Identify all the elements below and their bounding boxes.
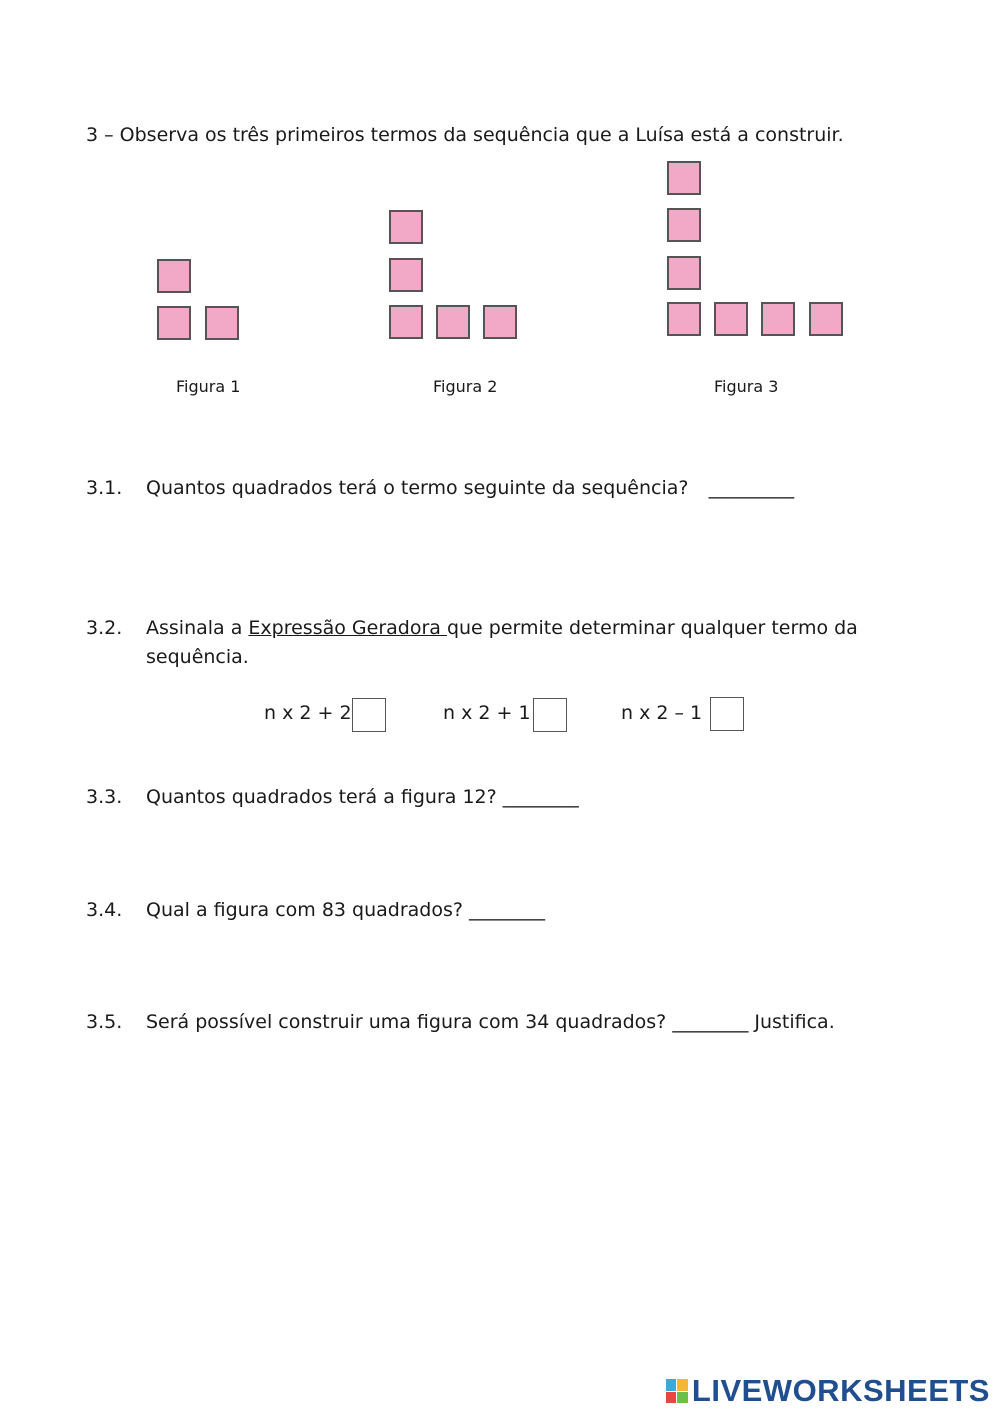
answer-blank[interactable]: ________	[672, 1011, 749, 1033]
question-text: Quantos quadrados terá a figura 12?	[146, 786, 497, 808]
question-3-2-line1	[146, 617, 858, 639]
question-3-2-line2: sequência.	[146, 646, 249, 668]
question-number: 3.1.	[86, 477, 123, 499]
intro-text: 3 – Observa os três primeiros termos da sequência que a Luísa está a construir.	[86, 124, 844, 146]
option-label: n x 2 + 2	[264, 702, 352, 724]
question-3-1	[146, 477, 794, 499]
answer-blank[interactable]: _________	[708, 477, 795, 499]
pink-square	[667, 256, 701, 290]
question-text: Qual a figura com 83 quadrados?	[146, 899, 463, 921]
figure-1-label: Figura 1	[176, 377, 241, 396]
pink-square	[436, 305, 470, 339]
pink-square	[389, 258, 423, 292]
question-number: 3.5.	[86, 1011, 123, 1033]
option-label: n x 2 – 1	[621, 702, 703, 724]
question-text: Será possível construir uma figura com 34 quadrados?	[146, 1011, 667, 1033]
pink-square	[667, 208, 701, 242]
pink-square	[667, 302, 701, 336]
question-number: 3.2.	[86, 617, 123, 639]
pink-square	[389, 210, 423, 244]
underlined-term: Expressão Geradora	[248, 617, 447, 639]
figure-3-label: Figura 3	[714, 377, 779, 396]
question-number: 3.4.	[86, 899, 123, 921]
answer-blank[interactable]: ________	[469, 899, 546, 921]
question-text: Assinala a	[146, 617, 249, 639]
option-checkbox[interactable]	[533, 698, 567, 732]
question-3-5	[146, 1011, 835, 1033]
pink-square	[157, 306, 191, 340]
liveworksheets-logo-icon	[666, 1379, 688, 1403]
answer-blank[interactable]: ________	[502, 786, 579, 808]
option-checkbox[interactable]	[710, 697, 744, 731]
question-text: que permite determinar qualquer termo da	[446, 617, 858, 639]
question-3-4	[146, 899, 545, 921]
question-text: Quantos quadrados terá o termo seguinte da sequência?	[146, 477, 689, 499]
question-text-after: Justifica.	[754, 1011, 835, 1033]
pink-square	[809, 302, 843, 336]
figure-2-label: Figura 2	[433, 377, 498, 396]
logo-text: LIVEWORKSHEETS	[691, 1373, 990, 1408]
option-label: n x 2 + 1	[443, 702, 531, 724]
liveworksheets-logo[interactable]	[666, 1374, 990, 1408]
question-number: 3.3.	[86, 786, 123, 808]
pink-square	[761, 302, 795, 336]
pink-square	[205, 306, 239, 340]
option-checkbox[interactable]	[352, 698, 386, 732]
pink-square	[389, 305, 423, 339]
pink-square	[483, 305, 517, 339]
pink-square	[157, 259, 191, 293]
pink-square	[714, 302, 748, 336]
pink-square	[667, 161, 701, 195]
question-3-3	[146, 786, 579, 808]
